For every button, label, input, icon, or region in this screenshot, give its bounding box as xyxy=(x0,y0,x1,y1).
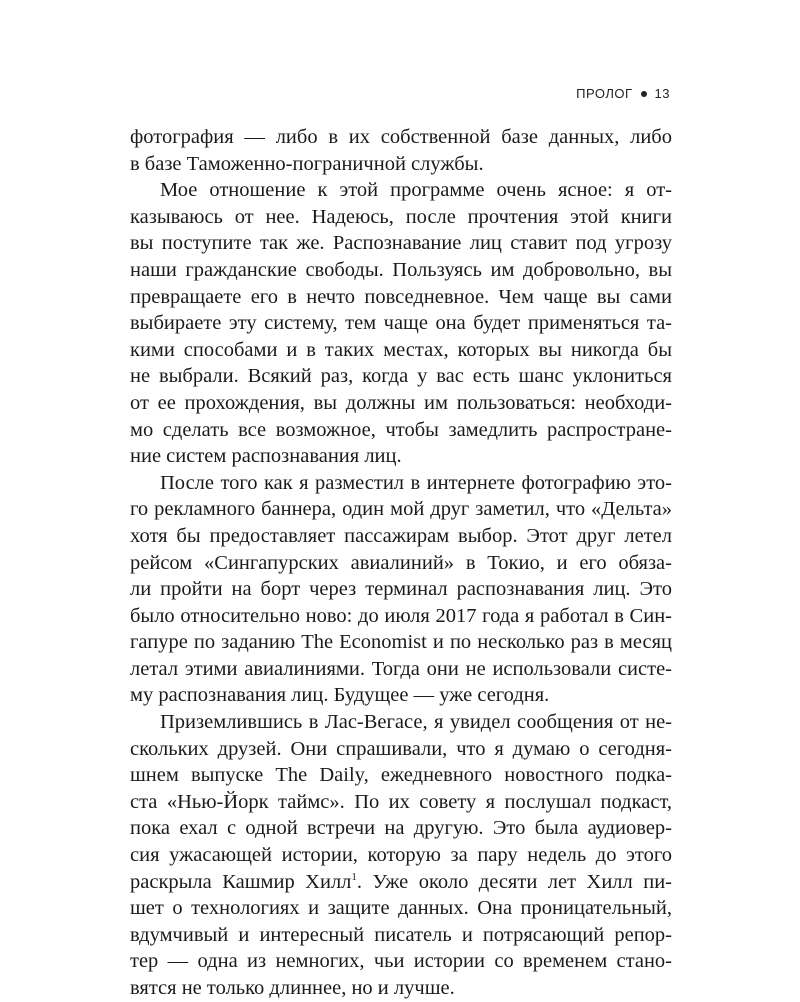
text-line: го рекламного баннера, один мой друг заметил, что «Дельта» xyxy=(130,498,672,521)
text-line: наши гражданские свободы. Пользуясь им добровольно, вы xyxy=(130,258,672,281)
text-line: гапуре по заданию The Economist и по несколько раз в месяц xyxy=(130,631,672,654)
text-line: от ее прохождения, вы должны им пользоваться: необходи- xyxy=(130,391,672,414)
text-line: фотография — либо в их собственной базе данных, либо xyxy=(130,126,672,148)
text-line: тер — одна из немногих, чьи истории со временем стано- xyxy=(130,950,672,973)
text-line: му распознавания лиц. Будущее — уже сегодня. xyxy=(130,684,550,707)
paragraph-1 xyxy=(130,124,672,177)
text-line: кими способами и в таких местах, которых вы никогда бы xyxy=(130,338,672,361)
text-line: ли пройти на борт через терминал распознавания лиц. Это xyxy=(130,578,672,601)
text-line: летал этими авиалиниями. Тогда они не использовали систе- xyxy=(130,657,672,680)
footnote-mark[interactable]: 1 xyxy=(351,870,357,883)
text-line: вдумчивый и интересный писатель и потрясающий репор- xyxy=(130,923,672,946)
bullet-separator-icon xyxy=(641,91,647,97)
body-text xyxy=(130,124,672,1002)
paragraph-2 xyxy=(130,177,672,470)
running-head-section: ПРОЛОГ xyxy=(576,86,633,101)
text-line: ста «Нью-Йорк таймс». По их совету я послушал подкаст, xyxy=(130,790,672,813)
text-line: пока ехал с одной встречи на другую. Это была аудиовер- xyxy=(130,817,672,840)
text-line: было относительно ново: до июля 2017 года я работал в Син- xyxy=(130,604,672,627)
text-line: Приземлившись в Лас-Вегасе, я увидел сообщения от не- xyxy=(160,711,672,734)
paragraph-3 xyxy=(130,470,672,709)
page-number: 13 xyxy=(654,86,670,101)
text-line: вы поступите так же. Распознавание лиц ставит под угрозу xyxy=(130,232,672,255)
text-line: в базе Таможенно-пограничной службы. xyxy=(130,152,484,175)
text-line: хотя бы предоставляет пассажирам выбор. Этот друг летел xyxy=(130,524,672,547)
text-line: шнем выпуске The Daily, ежедневного новостного подка- xyxy=(130,764,672,787)
text-line: превращаете его в нечто повседневное. Чем чаще вы сами xyxy=(130,285,672,308)
text-line: скольких друзей. Они спрашивали, что я думаю о сегодня- xyxy=(130,737,672,760)
text-segment: . Уже около десяти лет Хилл пи- xyxy=(356,870,672,893)
text-line: не выбрали. Всякий раз, когда у вас есть шанс уклониться xyxy=(130,365,672,388)
text-line: ние систем распознавания лиц. xyxy=(130,445,402,468)
text-line: шет о технологиях и защите данных. Она проницательный, xyxy=(130,897,672,920)
text-line: казываюсь от нее. Надеюсь, после прочтения этой книги xyxy=(130,205,672,228)
text-line: мо сделать все возможное, чтобы замедлить распростране- xyxy=(130,418,672,441)
paragraph-4 xyxy=(130,709,672,1002)
text-line: выбираете эту систему, тем чаще она будет применяться та- xyxy=(130,312,672,335)
running-head xyxy=(576,86,670,101)
text-line-with-footnote xyxy=(130,869,672,896)
text-segment: раскрыла Кашмир Хилл xyxy=(130,870,352,893)
text-line: После того как я разместил в интернете фотографию это- xyxy=(160,471,672,494)
text-line: вятся не только длиннее, но и лучше. xyxy=(130,977,455,999)
text-line: сия ужасающей истории, которую за пару недель до этого xyxy=(130,844,672,867)
text-line: рейсом «Сингапурских авиалиний» в Токио, и его обяза- xyxy=(130,551,672,574)
text-line: Мое отношение к этой программе очень ясное: я от- xyxy=(160,179,672,202)
